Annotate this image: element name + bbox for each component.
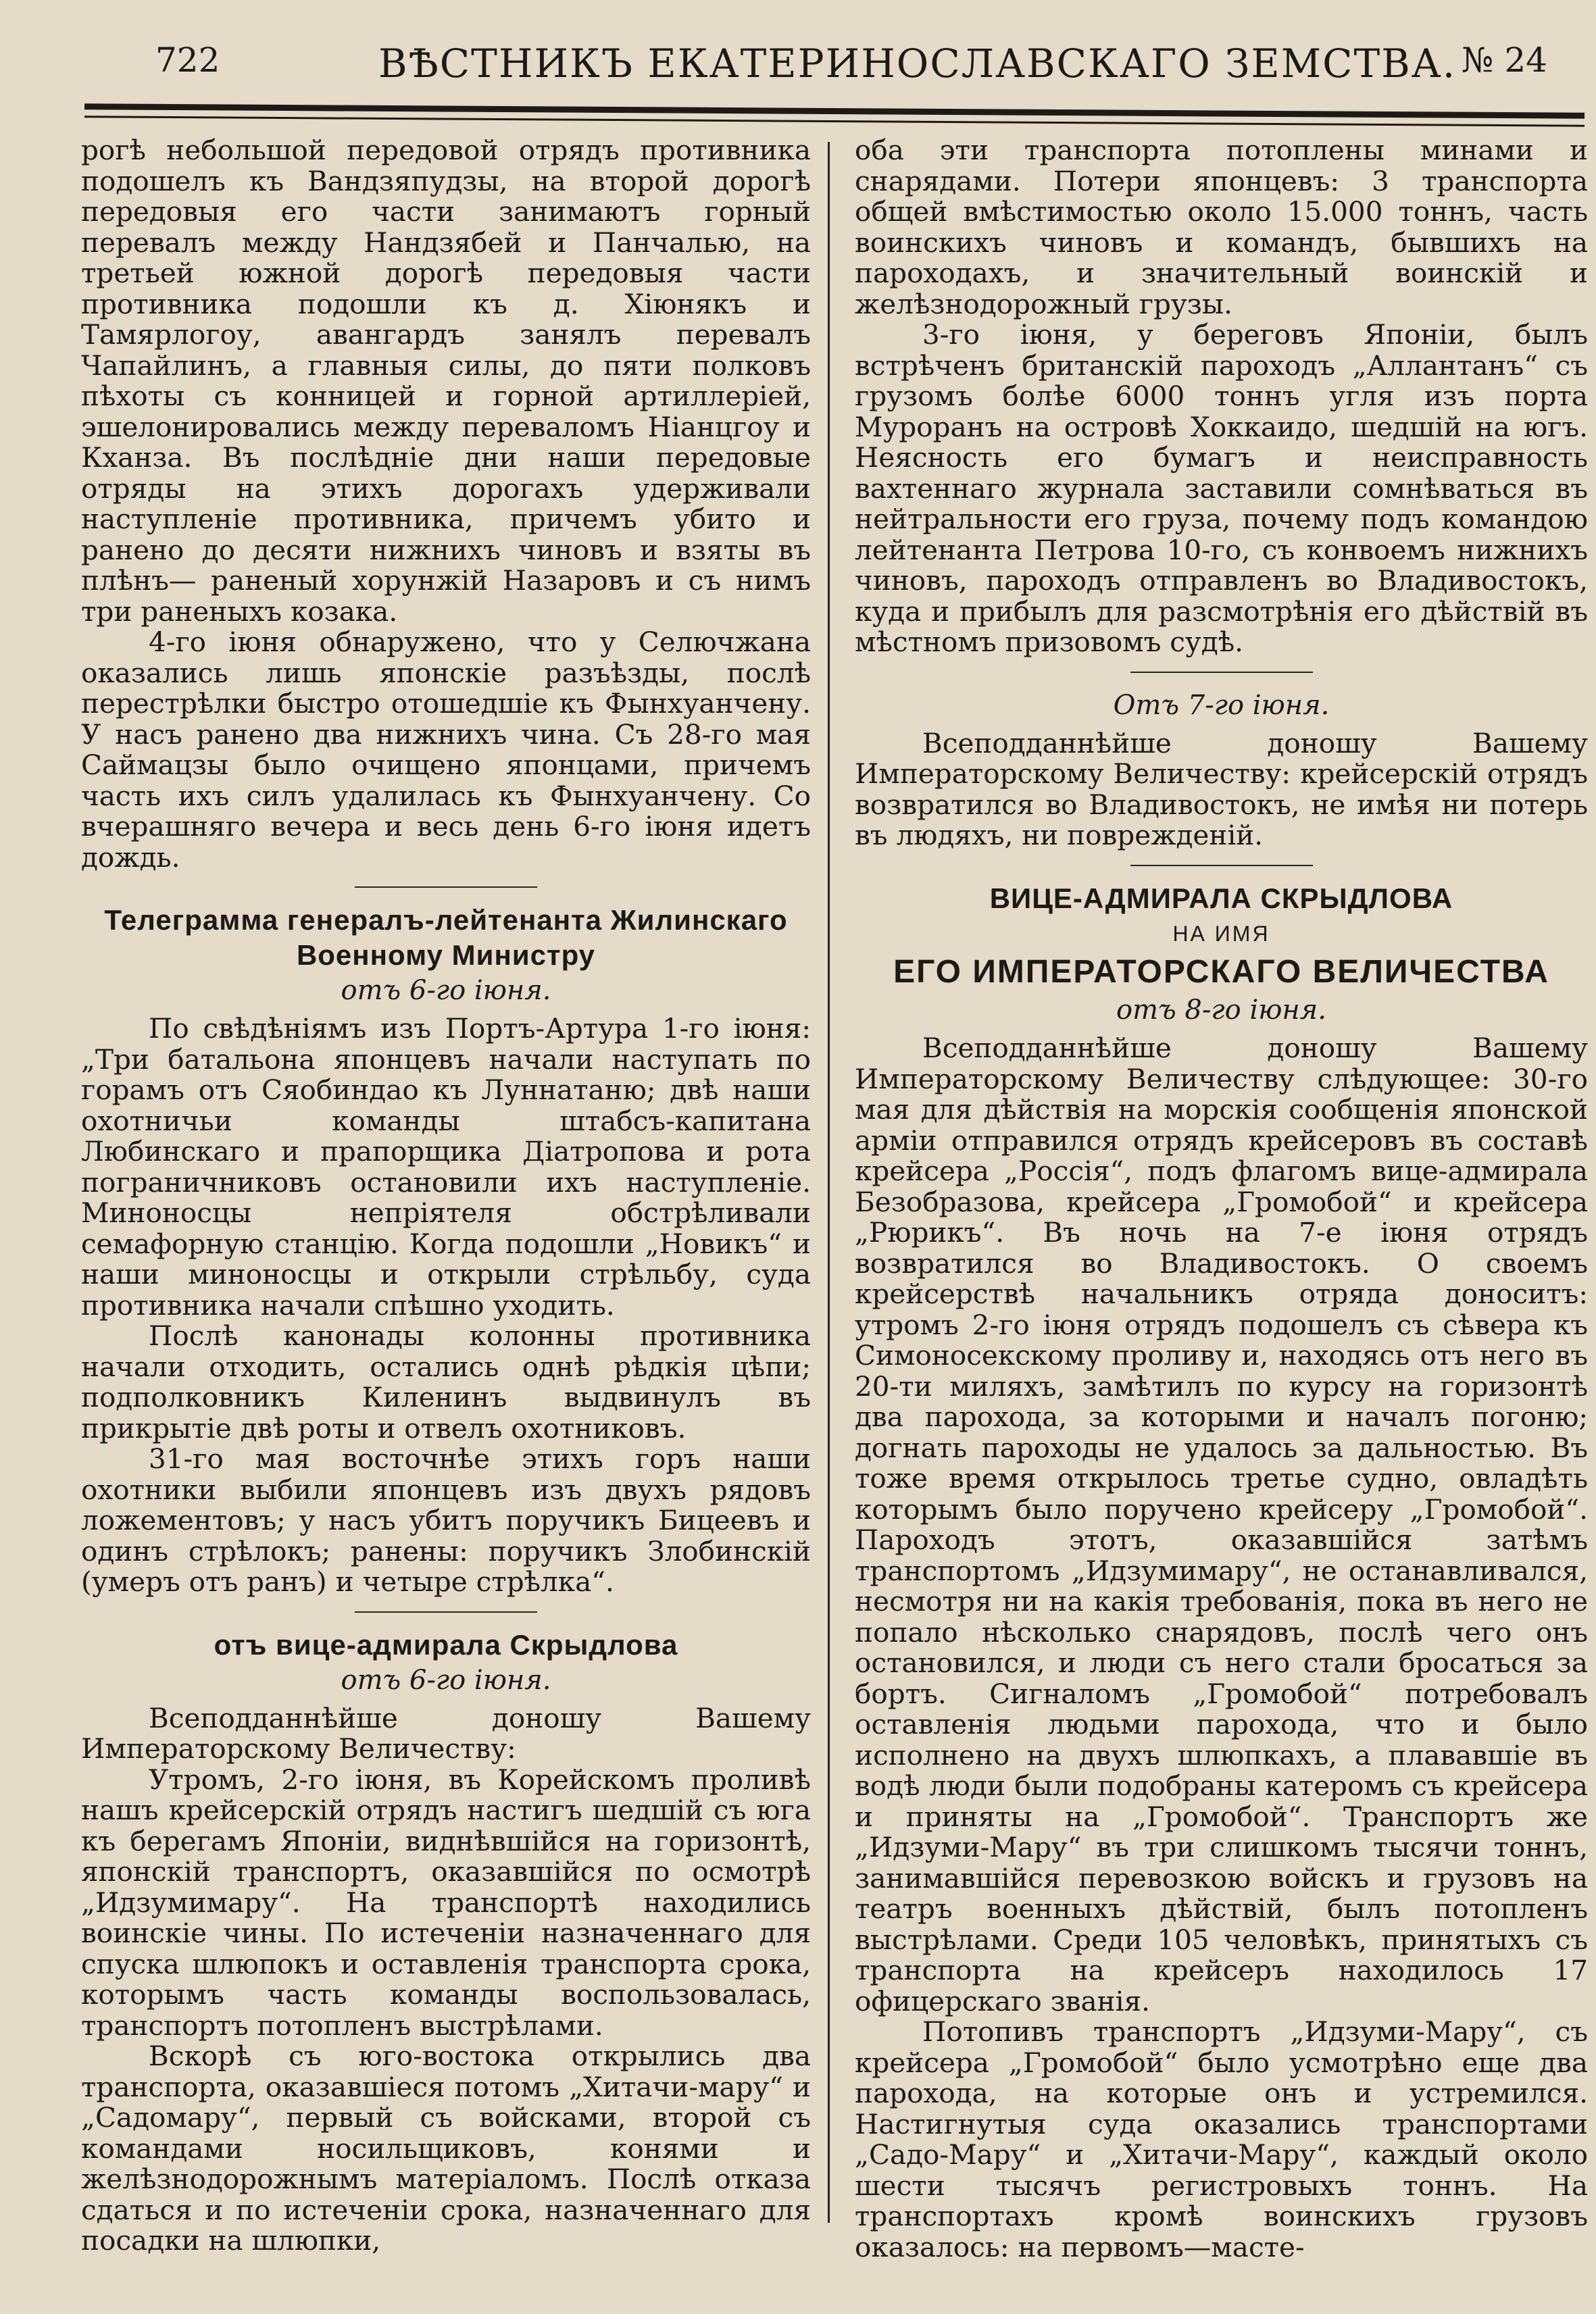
paragraph: Всеподданнѣйше доношу Вашему Императорскому Величеству слѣдующее: 30-го мая для дѣйствія на морскія сообщенія японской арміи отправился отрядъ крейсеровъ въ составѣ крейсера „Россія“, подъ флагомъ вице-адмирала Безобразова, крейсера „Громобой“ и крейсера „Рюрикъ“. Въ ночь на 7-е іюня отрядъ возвратился во Владивостокъ. О своемъ крейсерствѣ начальникъ отряда доноситъ: утромъ 2-го іюня отрядъ подошелъ съ сѣвера къ Симоносекскому проливу и, находясь отъ него въ 20-ти миляхъ, замѣтилъ по курсу на горизонтѣ два парохода, за которыми и началъ погоню; догнать пароходы не удалось за дальностью. Въ тоже время открылось третье судно, овладѣть которымъ было поручено крейсеру „Громобой“. Пароходъ этотъ, оказавшійся затѣмъ транспортомъ „Идзумимару“, не останавливался, несмотря ни на какія требованія, пока въ него не попало нѣсколько снарядовъ, послѣ чего онъ остановился, и люди съ него стали бросаться за бортъ. Сигналомъ „Громобой“ потребовалъ оставленія людьми парохода, что и было исполнено на двухъ шлюпкахъ, а плававшіе въ водѣ люди были подобраны катеромъ съ крейсера и приняты на „Громобой“. Транспортъ же „Идзуми-Мару“ въ три слишкомъ тысячи тоннъ, занимавшійся перевозкою войскъ и грузовъ на театръ военныхъ дѣйствій, былъ потопленъ выстрѣлами. Среди 105 человѣкъ, принятыхъ съ транспорта на крейсеръ находилось 17 офицерскаго званія. [855,1032,1588,2017]
left-column [81,135,811,2257]
section-date: отъ 6-го іюня. [341,1664,551,1696]
page-number: 722 [155,41,220,80]
column-divider [828,142,830,2223]
paragraph: оба эти транспорта потоплены минами и снарядами. Потери японцевъ: 3 транспорта общей вмѣстимостью около 15.000 тоннъ, часть воинскихъ чиновъ и командъ, бывшихъ на пароходахъ, и значительный воинскій и желѣзнодорожный грузы. [855,134,1588,320]
paragraph: рогѣ небольшой передовой отрядъ противника подошелъ къ Вандзяпудзы, на второй дорогѣ передовыя его части занимаютъ горный перевалъ между Нандзябей и Панчалью, на третьей южной дорогѣ передовыя части противника подошли къ д. Хіюнякъ и Тамярлогоу, авангардъ занялъ перевалъ Чапайлинъ, а главныя силы, до пяти полковъ пѣхоты съ конницей и горной артиллеріей, эшелонировались между переваломъ Ніанцгоу и Кханза. Въ послѣдніе дни наши передовые отряды на этихъ дорогахъ удерживали наступленіе противника, причемъ убито и ранено до десяти нижнихъ чиновъ и взяты въ плѣнъ— раненый хорунжій Назаровъ и съ нимъ три раненыхъ козака. [81,134,811,628]
section-heading: Телеграмма генералъ-лейтенанта Жилинскаго Военному Министру [104,904,788,971]
section-divider [1130,672,1313,673]
section-date: отъ 6-го іюня. [341,975,551,1006]
paragraph: Послѣ канонады колонны противника начали отходить, остались однѣ рѣдкія цѣпи; подполковникъ Киленинъ выдвинулъ въ прикрытіе двѣ роты и отвелъ охотниковъ. [81,1319,811,1444]
right-column [855,135,1588,2263]
section-date: отъ 8-го іюня. [1116,995,1326,1026]
section-date: Отъ 7-го іюня. [1113,689,1330,721]
paragraph: Всеподданнѣйше доношу Вашему Императорскому Величеству: крейсерскій отрядъ возвратился во Владивостокъ, не имѣя ни потерь въ людяхъ, ни поврежденій. [855,726,1588,851]
section-heading: ВИЦЕ-АДМИРАЛА СКРЫДЛОВА [989,882,1453,914]
section-heading: отъ вице-адмирала Скрыдлова [214,1628,678,1661]
paragraph: По свѣдѣніямъ изъ Портъ-Артура 1-го іюня: „Три батальона японцевъ начали наступать по горамъ отъ Сяобиндао къ Луннатаню; двѣ наши охотничьи команды штабсъ-капитана Любинскаго и прапорщика Діатропова и рота пограничниковъ остановили ихъ наступленіе. Миноносцы непріятеля обстрѣливали семафорную станцію. Когда подошли „Новикъ“ и наши миноносцы и открыли стрѣльбу, суда противника начали спѣшно уходить. [81,1012,811,1322]
paragraph: Всеподданнѣйше доношу Вашему Императорскому Величеству: [81,1701,811,1765]
section-divider [355,886,537,888]
issue-number: № 24 [1462,41,1547,80]
section-divider [355,1611,537,1613]
page-header [155,27,1547,101]
paragraph: 4-го іюня обнаружено, что у Селючжана оказались лишь японскіе разъѣзды, послѣ перестрѣлки быстро отошедшіе къ Фынхуанчену. У насъ ранено два нижнихъ чина. Съ 28-го мая Саймацзы было очищено японцами, причемъ часть ихъ силъ удалилась къ Фынхуанчену. Со вчерашняго вечера и весь день 6-го іюня идетъ дождь. [81,626,811,874]
paragraph: 31-го мая восточнѣе этихъ горъ наши охотники выбили японцевъ изъ двухъ рядовъ ложементовъ; у насъ убитъ поручикъ Бицеевъ и одинъ стрѣлокъ; ранены: поручикъ Злобинскій (умеръ отъ ранъ) и четыре стрѣлка“. [81,1442,811,1598]
section-heading-main: ЕГО ИМПЕРАТОРСКАГО ВЕЛИЧЕСТВА [893,954,1549,990]
paragraph: Вскорѣ съ юго-востока открылись два транспорта, оказавшіеся потомъ „Хитачи-мару“ и „Садомару“, первый съ войсками, второй съ командами носильщиковъ, конями и желѣзнодорожнымъ матеріаломъ. Послѣ отказа сдаться и по истеченіи срока, назначеннаго для посадки на шлюпки, [81,2040,811,2257]
journal-title: ВѢСТНИКЪ ЕКАТЕРИНОСЛАВСКАГО ЗЕМСТВА. [378,41,1457,86]
section-divider [1130,865,1313,866]
paragraph: Утромъ, 2-го іюня, въ Корейскомъ проливѣ нашъ крейсерскій отрядъ настигъ шедшій съ юга къ берегамъ Японіи, виднѣвшійся на горизонтѣ, японскій транспортъ, оказавшійся по осмотрѣ „Идзумимару“. На транспортѣ находились воинскіе чины. По истеченіи назначеннаго для спуска шлюпокъ и оставленія транспорта срока, которымъ часть команды воспользовалась, транспортъ потопленъ выстрѣлами. [81,1763,811,2042]
paragraph: 3-го іюня, у береговъ Японіи, былъ встрѣченъ британскій пароходъ „Аллантанъ“ съ грузомъ болѣе 6000 тоннъ угля изъ порта Муроранъ на островѣ Хоккаидо, шедшій на югъ. Неясность его бумагъ и неисправность вахтеннаго журнала заставили сомнѣваться въ нейтральности его груза, почему подъ командою лейтенанта Петрова 10-го, съ конвоемъ нижнихъ чиновъ, пароходъ отправленъ во Владивостокъ, куда и прибылъ для разсмотрѣнія его дѣйствій въ мѣстномъ призовомъ судѣ. [855,318,1588,658]
section-heading-sub: НА ИМЯ [1172,921,1270,946]
paragraph: Потопивъ транспортъ „Идзуми-Мару“, съ крейсера „Громобой“ было усмотрѣно еще два парохода, на которые онъ и устремился. Настигнутыя суда оказались транспортами „Садо-Мару“ и „Хитачи-Мару“, каждый около шести тысячъ регистровыхъ тоннъ. На транспортахъ кромѣ воинскихъ грузовъ оказалось: на первомъ—масте- [855,2015,1588,2263]
